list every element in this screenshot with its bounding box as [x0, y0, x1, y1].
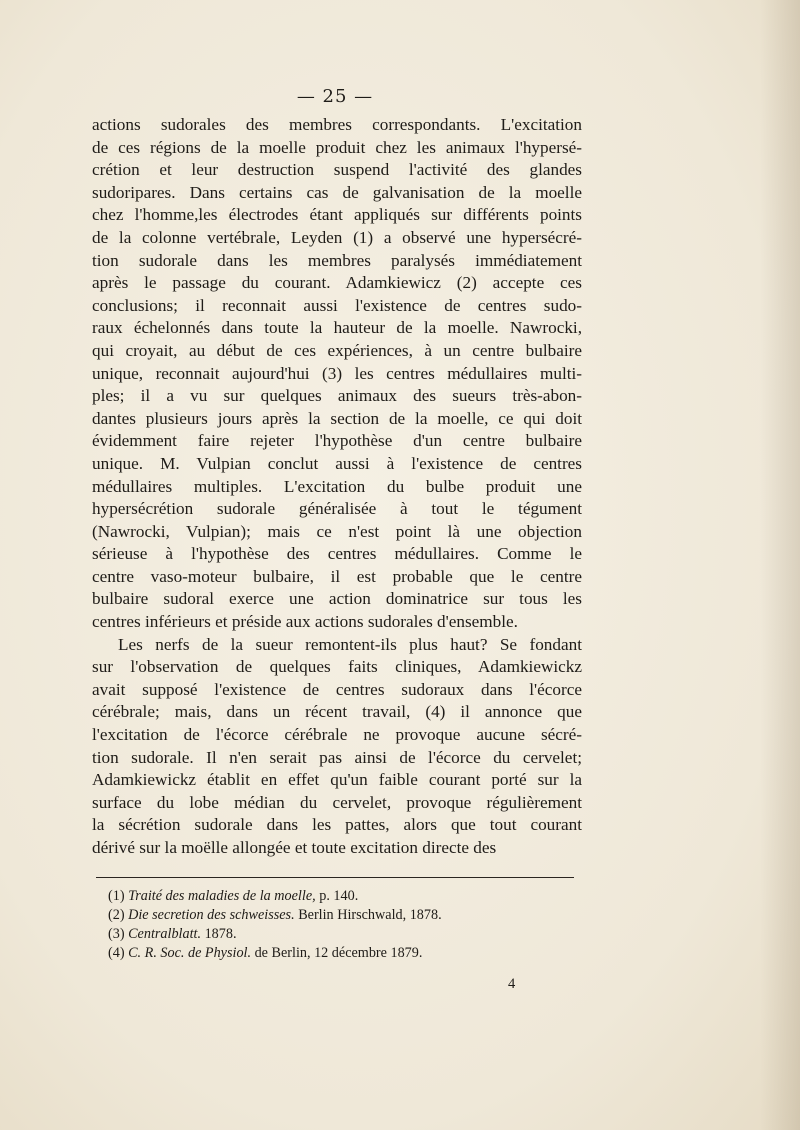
- text-line: tion sudorale dans les membres paralysés immédiatement: [92, 250, 582, 270]
- footnote-title: C. R. Soc. de Physiol.: [128, 945, 252, 961]
- footnote-number: (1): [108, 888, 125, 904]
- footnote: [108, 944, 578, 963]
- text-line: unique, reconnait aujourd'hui (3) les centres médullaires multi-: [92, 363, 582, 383]
- body-text: [92, 114, 582, 860]
- footnote-detail: p. 140.: [315, 888, 359, 904]
- text-line: Adamkiewickz établit en effet qu'un faible courant porté sur la: [92, 770, 582, 790]
- page-number: — 25 —: [296, 86, 374, 107]
- footnote-title: Traité des maladies de la moelle,: [128, 888, 316, 904]
- text-line: dérivé sur la moëlle allongée et toute excitation directe des: [92, 838, 497, 857]
- footnote-number: (2): [108, 907, 125, 923]
- text-line: sérieuse à l'hypothèse des centres médullaires. Comme le: [92, 544, 582, 564]
- footnote: [108, 887, 578, 906]
- footnote-detail: 1878.: [201, 926, 237, 942]
- footnote: [108, 906, 578, 925]
- footnote-title: Die secretion des schweisses.: [128, 907, 295, 923]
- text-line: de ces régions de la moelle produit chez les animaux l'hypersé-: [92, 137, 582, 157]
- text-line: l'excitation de l'écorce cérébrale ne provoque aucune sécré-: [92, 725, 582, 745]
- footnote-title: Centralblatt.: [128, 926, 202, 942]
- text-line: ples; il a vu sur quelques animaux des sueurs très-abon-: [92, 386, 582, 406]
- text-line: actions sudorales des membres correspondants. L'excitation: [92, 115, 582, 134]
- text-line: la sécrétion sudorale dans les pattes, alors que tout courant: [92, 815, 582, 835]
- text-line: (Nawrocki, Vulpian); mais ce n'est point là une objection: [92, 521, 582, 541]
- footnote-number: (4): [108, 945, 125, 961]
- text-line: médullaires multiples. L'excitation du bulbe produit une: [92, 476, 582, 496]
- footnote-number: (3): [108, 926, 125, 942]
- text-line: tion sudorale. Il n'en serait pas ainsi de l'écorce du cervelet;: [92, 747, 582, 767]
- text-line: chez l'homme,les électrodes étant appliqués sur différents points: [92, 205, 582, 225]
- text-line: sur l'observation de quelques faits cliniques, Adamkiewickz: [92, 657, 582, 677]
- text-line: hypersécrétion sudorale généralisée à tout le tégument: [92, 499, 582, 519]
- text-line: unique. M. Vulpian conclut aussi à l'existence de centres: [92, 453, 582, 473]
- text-line: évidemment faire rejeter l'hypothèse d'un centre bulbaire: [92, 431, 582, 451]
- page-edge-shadow: [760, 0, 800, 1130]
- text-line: avait supposé l'existence de centres sudoraux dans l'écorce: [92, 679, 582, 699]
- text-line: Les nerfs de la sueur remontent-ils plus haut? Se fondant: [118, 634, 582, 654]
- text-line: après le passage du courant. Adamkiewicz (2) accepte ces: [92, 273, 582, 293]
- footnote-detail: de Berlin, 12 décembre 1879.: [251, 945, 423, 961]
- footnote: [108, 925, 578, 944]
- text-line: raux échelonnés dans toute la hauteur de la moelle. Nawrocki,: [92, 318, 582, 338]
- text-line: dantes plusieurs jours après la section de la moelle, ce qui doit: [92, 408, 582, 428]
- text-line: centres inférieurs et préside aux actions sudorales d'ensemble.: [92, 612, 518, 632]
- footnote-rule: [96, 877, 574, 878]
- text-line: cérébrale; mais, dans un récent travail, (4) il annonce que: [92, 702, 582, 722]
- text-line: centre vaso-moteur bulbaire, il est probable que le centre: [92, 566, 582, 586]
- text-line: surface du lobe médian du cervelet, provoque régulièrement: [92, 792, 582, 812]
- text-line: de la colonne vertébrale, Leyden (1) a observé une hypersécré-: [92, 227, 582, 247]
- footnotes: [108, 887, 578, 963]
- signature-mark: 4: [508, 976, 516, 992]
- text-line: qui croyait, au début de ces expériences, à un centre bulbaire: [92, 340, 582, 360]
- text-line: bulbaire sudoral exerce une action dominatrice sur tous les: [92, 589, 582, 609]
- text-line: sudoripares. Dans certains cas de galvanisation de la moelle: [92, 182, 582, 202]
- text-line: crétion et leur destruction suspend l'activité des glandes: [92, 160, 582, 180]
- footnote-detail: Berlin Hirschwald, 1878.: [294, 907, 442, 923]
- text-line: conclusions; il reconnait aussi l'existence de centres sudo-: [92, 295, 582, 315]
